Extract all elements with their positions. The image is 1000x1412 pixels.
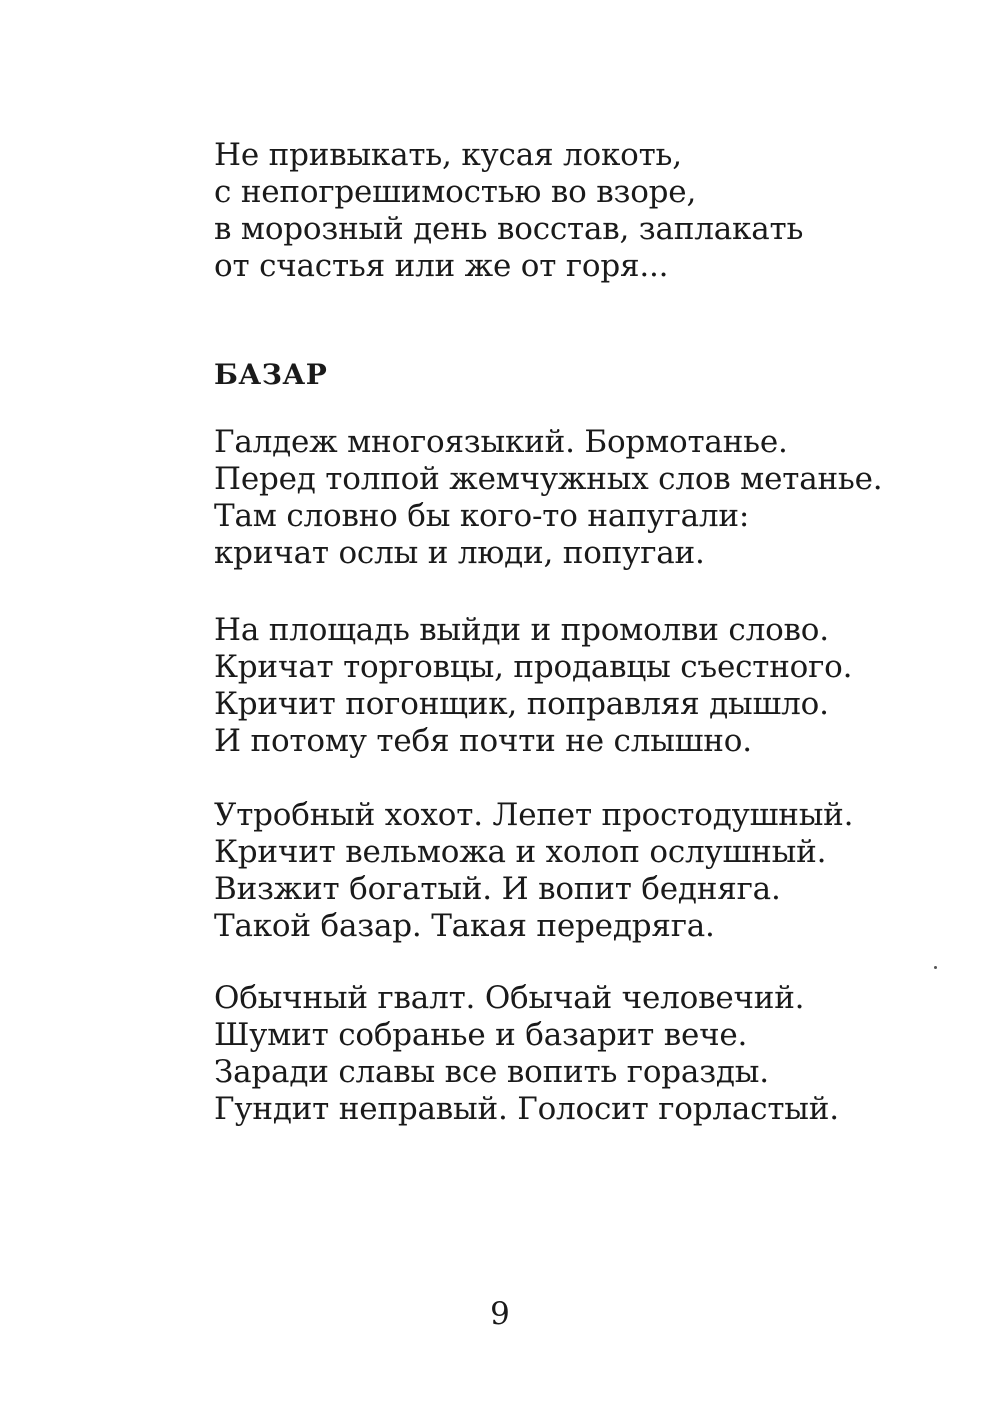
verse-line: в морозный день восстав, заплакать xyxy=(214,211,804,247)
verse-line: Кричит погонщик, поправляя дышло. xyxy=(214,686,829,722)
page-number: 9 xyxy=(490,1296,510,1332)
verse-line: Обычный гвалт. Обычай человечий. xyxy=(214,980,805,1016)
verse-line: Кричат торговцы, продавцы съестного. xyxy=(214,649,853,685)
poem-stanza-1 xyxy=(214,424,882,572)
verse-line: Перед толпой жемчужных слов метанье. xyxy=(214,461,883,497)
verse-line: Визжит богатый. И вопит бедняга. xyxy=(214,871,781,907)
verse-line: Гундит неправый. Голосит горластый. xyxy=(214,1091,839,1127)
verse-line: И потому тебя почти не слышно. xyxy=(214,723,752,759)
verse-line: Шумит собранье и базарит вече. xyxy=(214,1017,748,1053)
paper-speck xyxy=(934,966,937,969)
verse-line: Заради славы все вопить горазды. xyxy=(214,1054,769,1090)
poem-title: БАЗАР xyxy=(214,358,328,391)
poem-stanza-3 xyxy=(214,797,853,945)
verse-line: Такой базар. Такая передряга. xyxy=(214,908,715,944)
verse-line: от счастья или же от горя... xyxy=(214,248,669,284)
verse-line: с непогрешимостью во взоре, xyxy=(214,174,697,210)
verse-line: Не привыкать, кусая локоть, xyxy=(214,137,682,173)
verse-line: Галдеж многоязыкий. Бормотанье. xyxy=(214,424,788,460)
verse-line: Утробный хохот. Лепет простодушный. xyxy=(214,797,854,833)
intro-stanza xyxy=(214,137,803,285)
verse-line: кричат ослы и люди, попугаи. xyxy=(214,535,705,571)
poem-stanza-2 xyxy=(214,612,852,760)
verse-line: Кричит вельможа и холоп ослушный. xyxy=(214,834,827,870)
verse-line: Там словно бы кого-то напугали: xyxy=(214,498,750,534)
verse-line: На площадь выйди и промолви слово. xyxy=(214,612,829,648)
poem-stanza-4 xyxy=(214,980,839,1128)
